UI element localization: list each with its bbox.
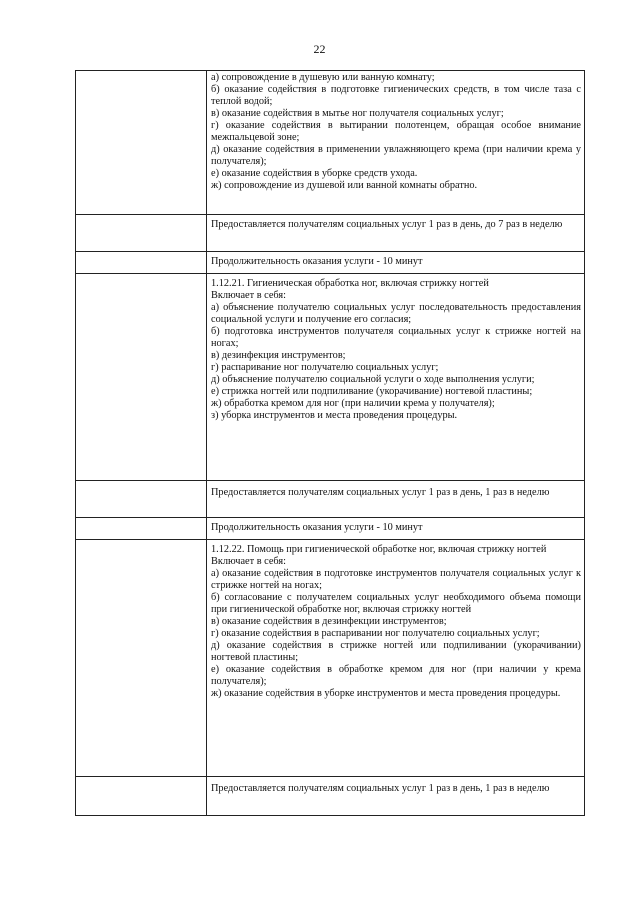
frequency-text: Предоставляется получателям социальных услуг 1 раз в день, 1 раз в неделю <box>211 487 550 498</box>
list-item: б) оказание содействия в подготовке гигиенических средств, в том числе таза с теплой водой; <box>211 84 581 107</box>
list-item: е) стрижка ногтей или подпиливание (укорачивание) ногтевой пластины; <box>211 386 533 397</box>
table-row <box>76 71 585 215</box>
empty-left-cell <box>76 481 207 518</box>
duration-text: Продолжительность оказания услуги - 10 минут <box>211 522 423 533</box>
table-row <box>76 777 585 816</box>
list-item: г) оказание содействия в распаривании ног получателю социальных услуг; <box>211 628 540 639</box>
frequency-text: Предоставляется получателям социальных услуг 1 раз в день, 1 раз в неделю <box>211 783 550 794</box>
duration-cell <box>207 518 585 540</box>
list-item: г) распаривание ног получателю социальных услуг; <box>211 362 439 373</box>
list-item: б) согласование с получателем социальных услуг необходимого объема помощи при гигиенической обработке ног, включая стрижку ногтей <box>211 592 581 615</box>
list-item: е) оказание содействия в уборке средств ухода. <box>211 168 418 179</box>
table-row <box>76 518 585 540</box>
page-number: 22 <box>313 42 326 56</box>
empty-left-cell <box>76 518 207 540</box>
services-table <box>75 70 585 816</box>
frequency-text: Предоставляется получателям социальных услуг 1 раз в день, до 7 раз в неделю <box>211 219 563 230</box>
list-item: ж) сопровождение из душевой или ванной комнаты обратно. <box>211 180 478 191</box>
includes-label: Включает в себя: <box>211 290 286 301</box>
list-item: д) оказание содействия в стрижке ногтей или подпиливании (укорачивании) ногтевой пластины; <box>211 640 581 663</box>
list-item: д) оказание содействия в применении увлажняющего крема (при наличии крема у получателя); <box>211 144 581 167</box>
table-row <box>76 274 585 481</box>
empty-left-cell <box>76 252 207 274</box>
includes-label: Включает в себя: <box>211 556 286 567</box>
list-item: е) оказание содействия в обработке кремом для ног (при наличии у крема получателя); <box>211 664 581 687</box>
empty-left-cell <box>76 540 207 777</box>
service-title: 1.12.22. Помощь при гигиенической обработке ног, включая стрижку ногтей <box>211 544 547 555</box>
service-description-cell <box>207 540 585 777</box>
table-row <box>76 481 585 518</box>
service-description-cell <box>207 274 585 481</box>
list-item: г) оказание содействия в вытирании полотенцем, обращая особое внимание межпальцевой зоне; <box>211 120 581 143</box>
list-item: д) объяснение получателю социальной услуги о ходе выполнения услуги; <box>211 374 535 385</box>
list-item: б) подготовка инструментов получателя социальных услуг к стрижке ногтей на ногах; <box>211 326 581 349</box>
table-row <box>76 252 585 274</box>
list-item: з) уборка инструментов и места проведения процедуры. <box>211 410 458 421</box>
empty-left-cell <box>76 777 207 816</box>
frequency-cell <box>207 777 585 816</box>
list-item: в) оказание содействия в дезинфекции инструментов; <box>211 616 447 627</box>
list-item: а) оказание содействия в подготовке инструментов получателя социальных услуг к стрижке ногтей на ногах; <box>211 568 581 591</box>
duration-text: Продолжительность оказания услуги - 10 минут <box>211 256 423 267</box>
service-title: 1.12.21. Гигиеническая обработка ног, включая стрижку ногтей <box>211 278 489 289</box>
list-item: а) объяснение получателю социальных услуг последовательность предоставления социальной услуги и получение его согласия; <box>211 302 581 325</box>
list-item: в) дезинфекция инструментов; <box>211 350 346 361</box>
list-item: ж) обработка кремом для ног (при наличии крема у получателя); <box>211 398 495 409</box>
table-row <box>76 540 585 777</box>
list-item: а) сопровождение в душевую или ванную комнату; <box>211 72 435 83</box>
empty-left-cell <box>76 215 207 252</box>
duration-cell <box>207 252 585 274</box>
list-item: в) оказание содействия в мытье ног получателя социальных услуг; <box>211 108 504 119</box>
service-steps-cell <box>207 71 585 215</box>
list-item: ж) оказание содействия в уборке инструментов и места проведения процедуры. <box>211 688 561 699</box>
empty-left-cell <box>76 274 207 481</box>
frequency-cell <box>207 481 585 518</box>
empty-left-cell <box>76 71 207 215</box>
table-row <box>76 215 585 252</box>
frequency-cell <box>207 215 585 252</box>
